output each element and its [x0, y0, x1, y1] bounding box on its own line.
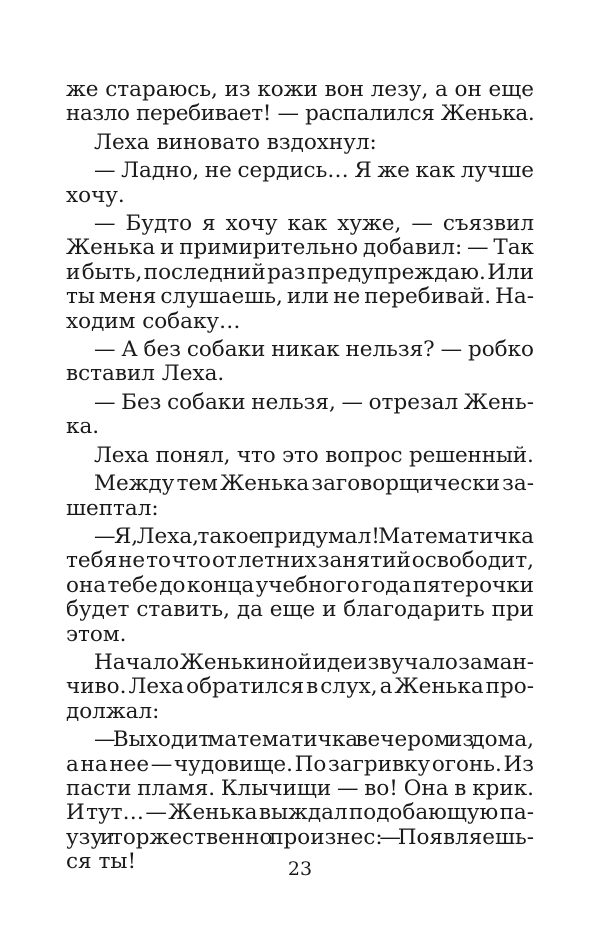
text-line: ка. — [66, 414, 100, 440]
page-number: 23 — [287, 858, 313, 880]
text-line: — Будто я хочу как хуже, — съязвил — [94, 211, 534, 237]
paragraph — [66, 131, 534, 155]
paragraph — [66, 391, 534, 440]
text-line: — Я, Леха, такое придумал! Математичка — [94, 523, 534, 549]
paragraph — [66, 212, 534, 334]
text-line: шептал: — [66, 495, 159, 521]
text-line: же стараюсь, из кожи вон лезу, а он еще — [66, 77, 534, 102]
text-line: ходим собаку… — [66, 308, 241, 334]
text-line: должал: — [66, 698, 160, 724]
text-line: и быть, последний раз предупреждаю. Или — [66, 259, 534, 285]
text-line: Между тем Женька заговорщически за- — [94, 471, 534, 497]
paragraph — [66, 728, 534, 874]
text-line: узу и торжественно произнес: — Появляешь- — [66, 824, 534, 850]
text-line: а на нее — чудовище. По загривку огонь. Из — [66, 751, 534, 777]
page-body — [66, 78, 534, 875]
paragraph — [66, 472, 534, 521]
paragraph — [66, 338, 534, 387]
text-line: вставил Леха. — [66, 361, 225, 387]
text-line: — Выходит математичка вечером из дома, — [94, 727, 534, 753]
paragraph — [66, 444, 534, 468]
text-line: — А без собаки никак нельзя? — робко — [94, 337, 534, 363]
text-line: назло перебивает! — распалился Женька. — [66, 101, 535, 127]
text-line: И тут… — Женька выждал подобающую па- — [66, 800, 534, 826]
text-line: пасти пламя. Клычищи — во! Она в крик. — [66, 775, 534, 801]
text-line: — Без собаки нельзя, — отрезал Жень- — [94, 389, 534, 415]
text-line: хочу. — [66, 182, 125, 208]
text-line: ся ты! — [66, 849, 137, 875]
text-line: — Ладно, не сердись… Я же как лучше — [94, 158, 534, 184]
text-line: Начало Женькиной идеи звучало заман- — [94, 649, 534, 675]
paragraph — [66, 159, 534, 208]
text-line: Женька и примирительно добавил: — Так — [66, 235, 534, 261]
text-line: будет ставить, да еще и благодарить при — [66, 597, 534, 623]
paragraph — [66, 78, 534, 127]
text-line: чиво. Леха обратился в слух, а Женька про- — [66, 674, 534, 700]
paragraph — [66, 525, 534, 647]
paragraph — [66, 651, 534, 724]
text-line: тебя не то что от летних занятий освободит, — [66, 548, 534, 574]
text-line: Леха понял, что это вопрос решенный. — [94, 442, 534, 468]
text-line: Леха виновато вздохнул: — [94, 129, 377, 155]
text-line: этом. — [66, 621, 127, 647]
text-line: она тебе до конца учебного года пятерочки — [66, 572, 534, 598]
text-line: ты меня слушаешь, или не перебивай. На- — [66, 284, 534, 310]
